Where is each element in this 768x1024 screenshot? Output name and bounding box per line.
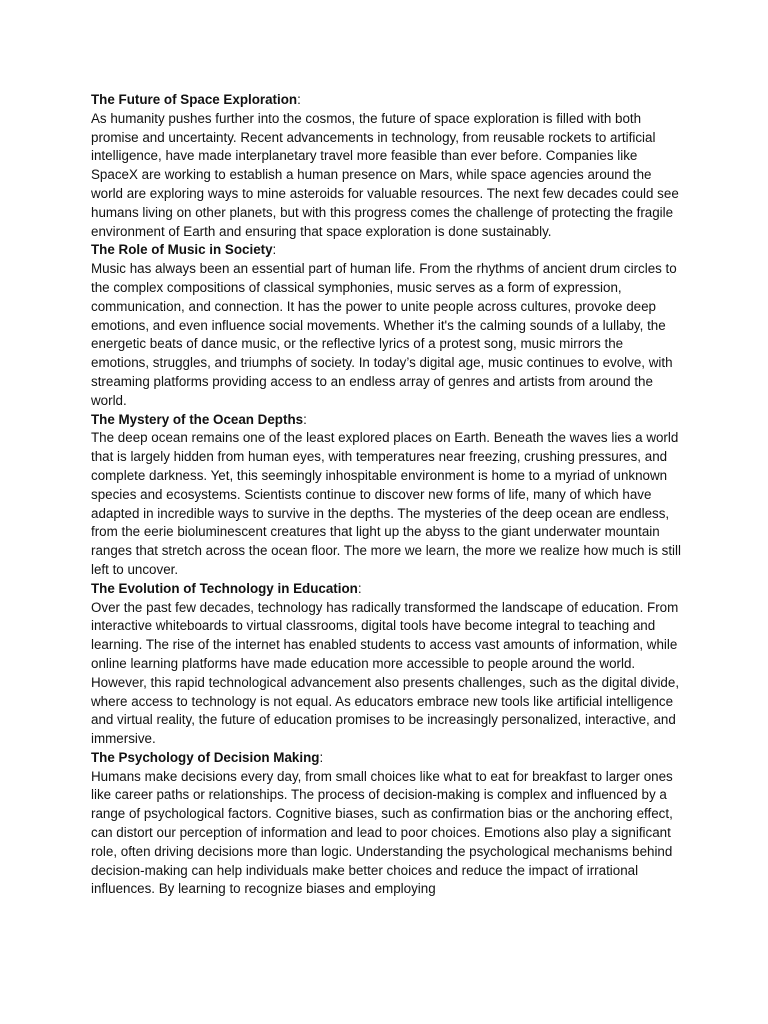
section-technology-education [91,580,681,749]
section-body: Over the past few decades, technology has radically transformed the landscape of education. From interactive whiteboards to virtual classrooms, digital tools have become integral to teaching and learning. The rise of the internet has enabled students to access vast amounts of information, while online learning platforms have made education more accessible to people around the world. However, this rapid technological advancement also presents challenges, such as the digital divide, where access to technology is not equal. As educators embrace new tools like artificial intelligence and virtual reality, the future of education promises to be increasingly personalized, interactive, and immersive. [91,599,680,747]
section-heading [91,411,681,430]
section-title: The Future of Space Exploration [91,92,298,107]
section-title: The Mystery of the Ocean Depths [91,411,304,427]
section-body: Music has always been an essential part of human life. From the rhythms of ancient drum circles to the complex compositions of classical symphonies, music serves as a form of expression, communication, and connection. It has the power to unite people across cultures, provoke deep emotions, and even influence social movements. Whether it's the calming sounds of a lullaby, the energetic beats of dance music, or the reflective lyrics of a protest song, music mirrors the emotions, struggles, and triumphs of society. In today’s digital age, music continues to evolve, with streaming platforms providing access to an endless array of genres and artists from around the world. [91,261,677,408]
section-body: Humans make decisions every day, from small choices like what to eat for breakfast to larger ones like career paths or relationships. The process of decision-making is complex and influenced by a range of psychological factors. Cognitive biases, such as confirmation bias or the anchoring effect, can distort our perception of information and lead to poor choices. Emotions also play a significant role, often driving decisions more than logic. Understanding the psychological mechanisms behind decision-making can help individuals make better choices and reduce the impact of irrational influences. By learning to recognize biases and employing [91,768,673,897]
section-heading [91,241,681,260]
section-title-suffix: : [303,411,307,427]
section-title: The Role of Music in Society [91,242,273,258]
section-decision-making [91,749,681,899]
section-title-suffix: : [319,749,324,765]
section-heading [91,91,681,110]
section-heading [91,749,681,768]
section-body: As humanity pushes further into the cosmos, the future of space exploration is filled with both promise and uncertainty. Recent advancements in technology, from reusable rockets to artificial intelligence, have made interplanetary travel more feasible than ever before. Companies like SpaceX are working to establish a human presence on Mars, while space agencies around the world are exploring ways to mine asteroids for valuable resources. The next few decades could see humans living on other planets, but with this progress comes the challenge of protecting the fragile environment of Earth and ensuring that space exploration is done sustainably. [91,110,679,239]
section-title-suffix: : [297,92,301,107]
section-title-suffix: : [272,242,277,258]
section-title-suffix: : [357,580,362,596]
section-title: The Psychology of Decision Making [91,749,320,765]
section-title: The Evolution of Technology in Education [91,580,358,596]
section-music-society [91,241,681,410]
section-ocean-depths [91,411,681,580]
section-heading [91,580,681,599]
section-body: The deep ocean remains one of the least explored places on Earth. Beneath the waves lies a world that is largely hidden from human eyes, with temperatures near freezing, crushing pressures, and complete darkness. Yet, this seemingly inhospitable environment is home to a myriad of unknown species and ecosystems. Scientists continue to discover new forms of life, many of which have adapted in incredible ways to survive in the depths. The mysteries of the deep ocean are endless, from the eerie bioluminescent creatures that light up the abyss to the giant underwater mountain ranges that stretch across the ocean floor. The more we learn, the more we realize how much is still left to uncover. [91,430,681,577]
section-space-exploration [91,91,681,241]
document-page [91,91,681,899]
